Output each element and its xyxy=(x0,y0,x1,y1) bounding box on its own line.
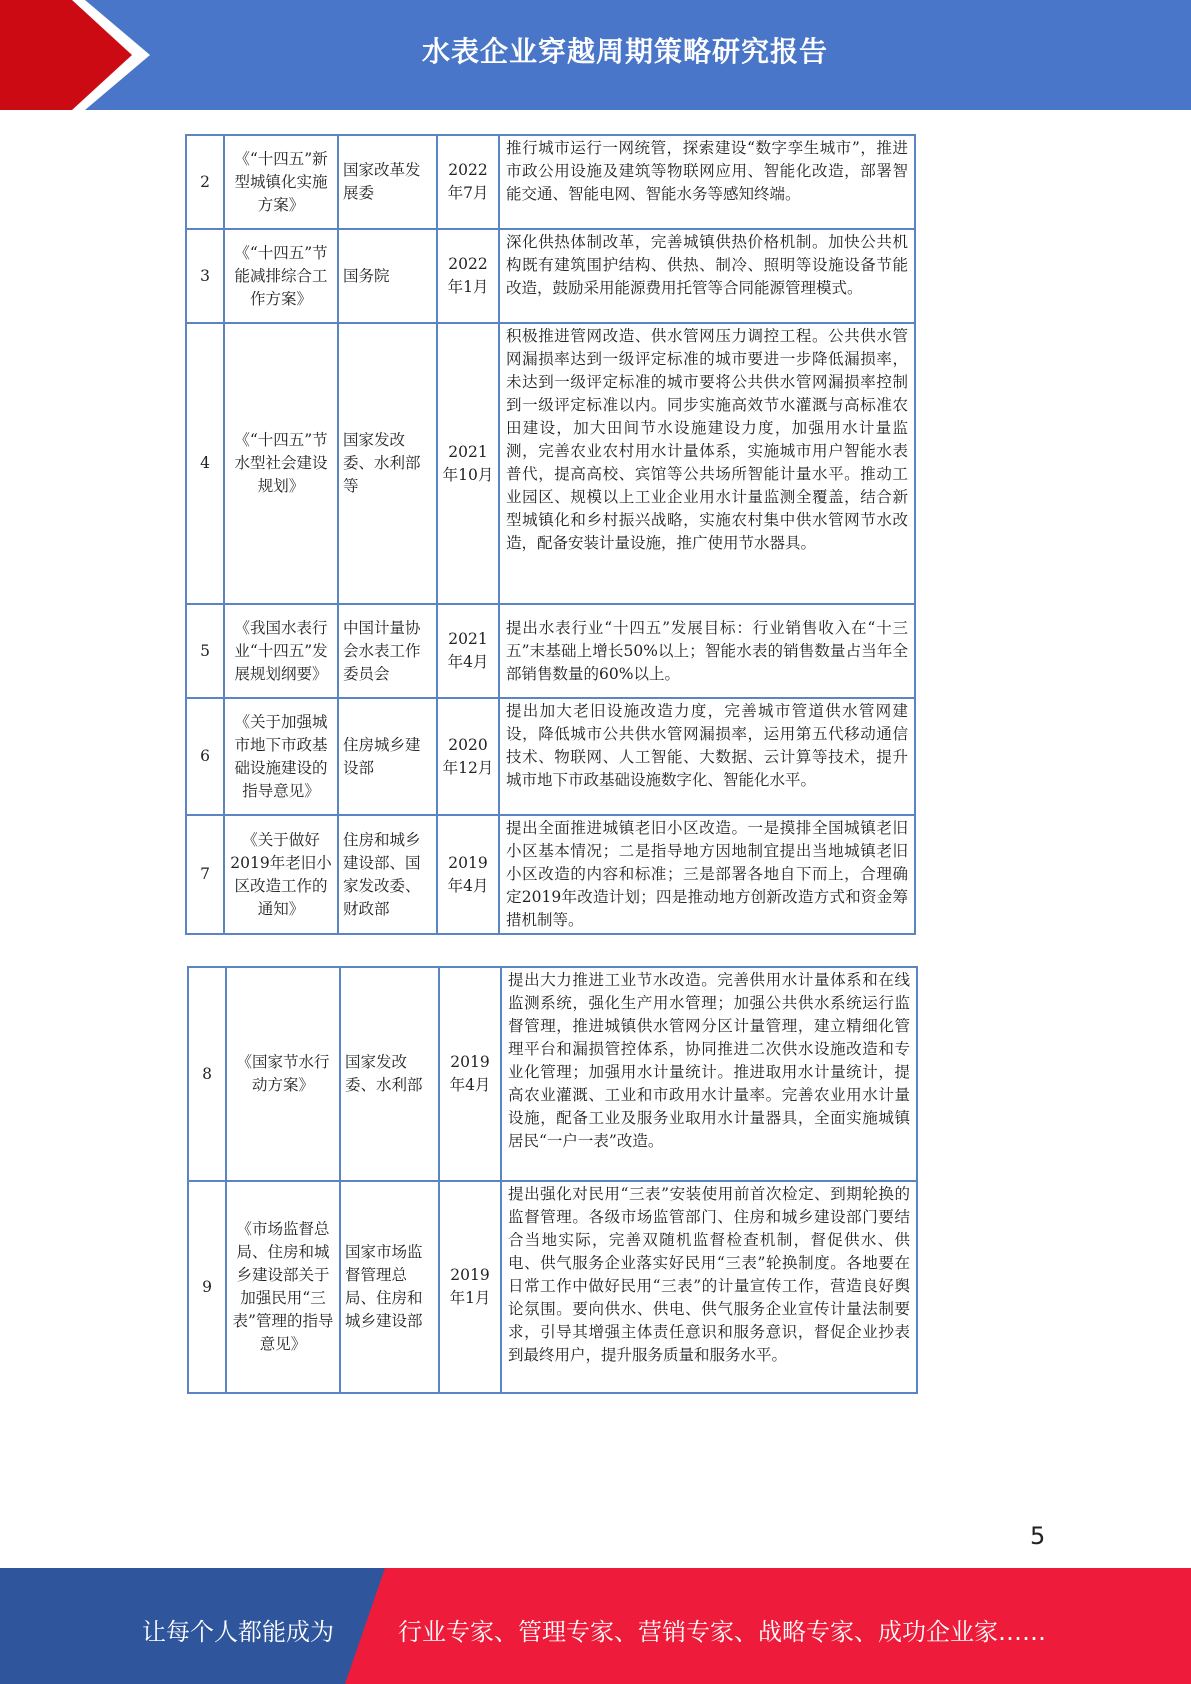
policy-table-1 xyxy=(185,134,916,935)
policy-content: 深化供热体制改革，完善城镇供热价格机制。加快公共机构既有建筑围护结构、供热、制冷、照明等设施设备节能改造，鼓励采用能源费用托管等合同能源管理模式。 xyxy=(499,229,915,323)
page-number: 5 xyxy=(1030,1522,1046,1550)
policy-name: 《“十四五”新型城镇化实施方案》 xyxy=(224,135,338,229)
table-row xyxy=(188,967,917,1181)
report-title: 水表企业穿越周期策略研究报告 xyxy=(421,35,828,68)
policy-content: 提出全面推进城镇老旧小区改造。一是摸排全国城镇老旧小区基本情况；二是指导地方因地制宜提出当地城镇老旧小区改造的内容和标准；三是部署各地自下而上，合理确定2019年改造计划；四是推动地方创新改造方式和资金筹措机制等。 xyxy=(499,815,915,934)
row-number: 5 xyxy=(186,604,224,698)
policy-name: 《关于做好2019年老旧小区改造工作的通知》 xyxy=(224,815,338,934)
issue-date: 2021年4月 xyxy=(437,604,499,698)
policy-name: 《关于加强城市地下市政基础设施建设的指导意见》 xyxy=(224,698,338,815)
policy-name: 《我国水表行业“十四五”发展规划纲要》 xyxy=(224,604,338,698)
issuing-department: 国务院 xyxy=(338,229,437,323)
issue-date: 2021年10月 xyxy=(437,323,499,604)
row-number: 2 xyxy=(186,135,224,229)
issuing-department: 国家发改委、水利部 xyxy=(340,967,439,1181)
row-number: 6 xyxy=(186,698,224,815)
table-row xyxy=(186,135,915,229)
policy-content: 提出加大老旧设施改造力度，完善城市管道供水管网建设，降低城市公共供水管网漏损率，运用第五代移动通信技术、物联网、人工智能、大数据、云计算等技术，提升城市地下市政基础设施数字化、智能化水平。 xyxy=(499,698,915,815)
issue-date: 2020年12月 xyxy=(437,698,499,815)
table-row xyxy=(186,604,915,698)
policy-table-2 xyxy=(187,966,918,1394)
issue-date: 2019年4月 xyxy=(437,815,499,934)
footer-banner xyxy=(0,1568,1191,1684)
header-arrow-decoration xyxy=(0,0,160,110)
row-number: 8 xyxy=(188,967,226,1181)
issue-date: 2019年1月 xyxy=(439,1181,501,1393)
policy-content: 提出强化对民用“三表”安装使用前首次检定、到期轮换的监督管理。各级市场监管部门、住房和城乡建设部门要结合当地实际，完善双随机监督检查机制，督促供水、供电、供气服务企业落实好民用“三表”轮换制度。各地要在日常工作中做好民用“三表”的计量宣传工作，营造良好舆论氛围。要向供水、供电、供气服务企业宣传计量法制要求，引导其增强主体责任意识和服务意识，督促企业抄表到最终用户，提升服务质量和服务水平。 xyxy=(501,1181,917,1393)
table-row xyxy=(186,698,915,815)
policy-name: 《“十四五”节能减排综合工作方案》 xyxy=(224,229,338,323)
policy-name: 《“十四五”节水型社会建设规划》 xyxy=(224,323,338,604)
policy-name: 《国家节水行动方案》 xyxy=(226,967,340,1181)
footer-slogan-left: 让每个人都能成为 xyxy=(142,1618,334,1646)
table-row xyxy=(186,229,915,323)
row-number: 3 xyxy=(186,229,224,323)
policy-content: 积极推进管网改造、供水管网压力调控工程。公共供水管网漏损率达到一级评定标准的城市要进一步降低漏损率，未达到一级评定标准的城市要将公共供水管网漏损率控制到一级评定标准以内。同步实施高效节水灌溉与高标准农田建设，加大田间节水设施建设力度，加强用水计量监测，完善农业农村用水计量体系，实施城市用户智能水表普代，提高高校、宾馆等公共场所智能计量水平。推动工业园区、规模以上工业企业用水计量监测全覆盖，结合新型城镇化和乡村振兴战略，实施农村集中供水管网节水改造，配备安装计量设施，推广使用节水器具。 xyxy=(499,323,915,604)
issue-date: 2019年4月 xyxy=(439,967,501,1181)
issue-date: 2022年1月 xyxy=(437,229,499,323)
table-row xyxy=(186,815,915,934)
row-number: 9 xyxy=(188,1181,226,1393)
issuing-department: 中国计量协会水表工作委员会 xyxy=(338,604,437,698)
header-banner xyxy=(0,0,1191,110)
policy-name: 《市场监督总局、住房和城乡建设部关于加强民用“三表”管理的指导意见》 xyxy=(226,1181,340,1393)
issue-date: 2022年7月 xyxy=(437,135,499,229)
issuing-department: 国家市场监督管理总局、住房和城乡建设部 xyxy=(340,1181,439,1393)
issuing-department: 国家改革发展委 xyxy=(338,135,437,229)
row-number: 7 xyxy=(186,815,224,934)
footer-slogan-right: 行业专家、管理专家、营销专家、战略专家、成功企业家…… xyxy=(398,1618,1046,1646)
policy-content: 推行城市运行一网统管，探索建设“数字孪生城市”，推进市政公用设施及建筑等物联网应用、智能化改造，部署智能交通、智能电网、智能水务等感知终端。 xyxy=(499,135,915,229)
policy-content: 提出水表行业“十四五”发展目标：行业销售收入在“十三五”末基础上增长50%以上；智能水表的销售数量占当年全部销售数量的60%以上。 xyxy=(499,604,915,698)
policy-content: 提出大力推进工业节水改造。完善供用水计量体系和在线监测系统，强化生产用水管理；加强公共供水系统运行监督管理，推进城镇供水管网分区计量管理，建立精细化管理平台和漏损管控体系，协同推进二次供水设施改造和专业化管理；加强用水计量统计。推进取用水计量统计，提高农业灌溉、工业和市政用水计量率。完善农业用水计量设施，配备工业及服务业取用水计量器具，全面实施城镇居民“一户一表”改造。 xyxy=(501,967,917,1181)
issuing-department: 住房和城乡建设部、国家发改委、财政部 xyxy=(338,815,437,934)
row-number: 4 xyxy=(186,323,224,604)
issuing-department: 住房城乡建设部 xyxy=(338,698,437,815)
table-row xyxy=(186,323,915,604)
table-row xyxy=(188,1181,917,1393)
issuing-department: 国家发改委、水利部等 xyxy=(338,323,437,604)
